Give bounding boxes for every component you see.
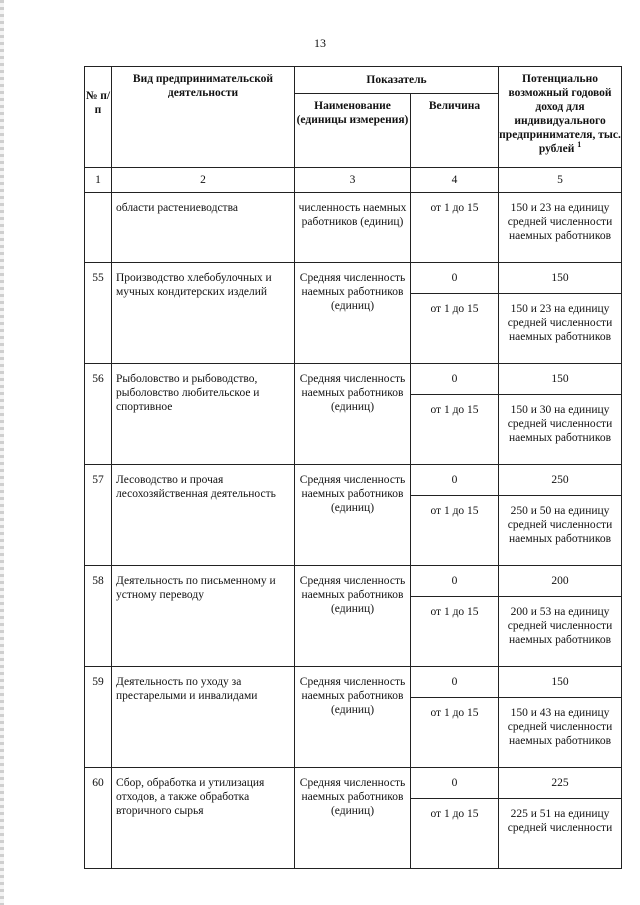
row-value-range: от 1 до 15 xyxy=(411,799,499,869)
row-income-range: 150 и 30 на единицу средней численности наемных работников xyxy=(499,395,622,465)
table-row xyxy=(85,465,622,496)
row-no xyxy=(85,193,112,263)
row-indicator-name: Средняя численность наемных работников (единиц) xyxy=(295,667,411,768)
header-indicator-name: Наименование (единицы измерения) xyxy=(295,94,411,168)
row-indicator-name: Средняя численность наемных работников (единиц) xyxy=(295,263,411,364)
column-number: 5 xyxy=(499,168,622,193)
header-activity: Вид предпринимательской деятельности xyxy=(112,67,295,168)
header-income xyxy=(499,67,622,168)
table-row xyxy=(85,263,622,294)
row-income: 150 и 23 на единицу средней численности наемных работников xyxy=(499,193,622,263)
row-income-range: 150 и 23 на единицу средней численности наемных работников xyxy=(499,294,622,364)
row-value-zero: 0 xyxy=(411,667,499,698)
row-no: 55 xyxy=(85,263,112,364)
row-income-range: 150 и 43 на единицу средней численности наемных работников xyxy=(499,698,622,768)
row-no: 60 xyxy=(85,768,112,869)
row-no: 56 xyxy=(85,364,112,465)
column-number: 1 xyxy=(85,168,112,193)
row-indicator-name: Средняя численность наемных работников (единиц) xyxy=(295,465,411,566)
column-number: 4 xyxy=(411,168,499,193)
row-activity: Производство хлебобулочных и мучных кондитерских изделий xyxy=(112,263,295,364)
row-no: 58 xyxy=(85,566,112,667)
row-income-base: 250 xyxy=(499,465,622,496)
column-number-row xyxy=(85,168,622,193)
column-number: 3 xyxy=(295,168,411,193)
header-income-text: Потенциально возможный годовой доход для индивидуального предпринимателя, тыс. рублей xyxy=(499,73,621,155)
row-activity: Сбор, обработка и утилизация отходов, а также обработка вторичного сырья xyxy=(112,768,295,869)
row-activity: Деятельность по письменному и устному переводу xyxy=(112,566,295,667)
row-income-range: 250 и 50 на единицу средней численности наемных работников xyxy=(499,496,622,566)
table-row xyxy=(85,364,622,395)
table-row xyxy=(85,566,622,597)
row-value-range: от 1 до 15 xyxy=(411,395,499,465)
row-income-range: 200 и 53 на единицу средней численности наемных работников xyxy=(499,597,622,667)
row-indicator-name: Средняя численность наемных работников (единиц) xyxy=(295,364,411,465)
row-value-range: от 1 до 15 xyxy=(411,597,499,667)
row-indicator-name: Средняя численность наемных работников (единиц) xyxy=(295,768,411,869)
header-no: № п/п xyxy=(85,67,112,168)
row-value-zero: 0 xyxy=(411,768,499,799)
header-indicator-value: Величина xyxy=(411,94,499,168)
header-income-footnote: 1 xyxy=(577,140,582,150)
row-income-range: 225 и 51 на единицу средней численности xyxy=(499,799,622,869)
row-no: 57 xyxy=(85,465,112,566)
table-row xyxy=(85,667,622,698)
row-indicator-name: численность наемных работников (единиц) xyxy=(295,193,411,263)
row-no: 59 xyxy=(85,667,112,768)
scan-edge xyxy=(0,0,4,905)
row-income-base: 225 xyxy=(499,768,622,799)
row-activity: Рыболовство и рыбоводство, рыболовство любительское и спортивное xyxy=(112,364,295,465)
row-income-base: 150 xyxy=(499,263,622,294)
table-row xyxy=(85,768,622,799)
row-value-range: от 1 до 15 xyxy=(411,698,499,768)
data-table xyxy=(84,66,622,869)
row-activity: Лесоводство и прочая лесохозяйственная деятельность xyxy=(112,465,295,566)
continuation-row xyxy=(85,193,622,263)
row-value: от 1 до 15 xyxy=(411,193,499,263)
row-activity: области растениеводства xyxy=(112,193,295,263)
row-activity: Деятельность по уходу за престарелыми и инвалидами xyxy=(112,667,295,768)
row-income-base: 150 xyxy=(499,667,622,698)
row-value-zero: 0 xyxy=(411,566,499,597)
row-income-base: 200 xyxy=(499,566,622,597)
row-income-base: 150 xyxy=(499,364,622,395)
header-indicator: Показатель xyxy=(295,67,499,94)
row-value-range: от 1 до 15 xyxy=(411,294,499,364)
column-number: 2 xyxy=(112,168,295,193)
row-value-range: от 1 до 15 xyxy=(411,496,499,566)
row-value-zero: 0 xyxy=(411,263,499,294)
row-value-zero: 0 xyxy=(411,465,499,496)
row-indicator-name: Средняя численность наемных работников (единиц) xyxy=(295,566,411,667)
row-value-zero: 0 xyxy=(411,364,499,395)
page-number: 13 xyxy=(314,36,326,50)
